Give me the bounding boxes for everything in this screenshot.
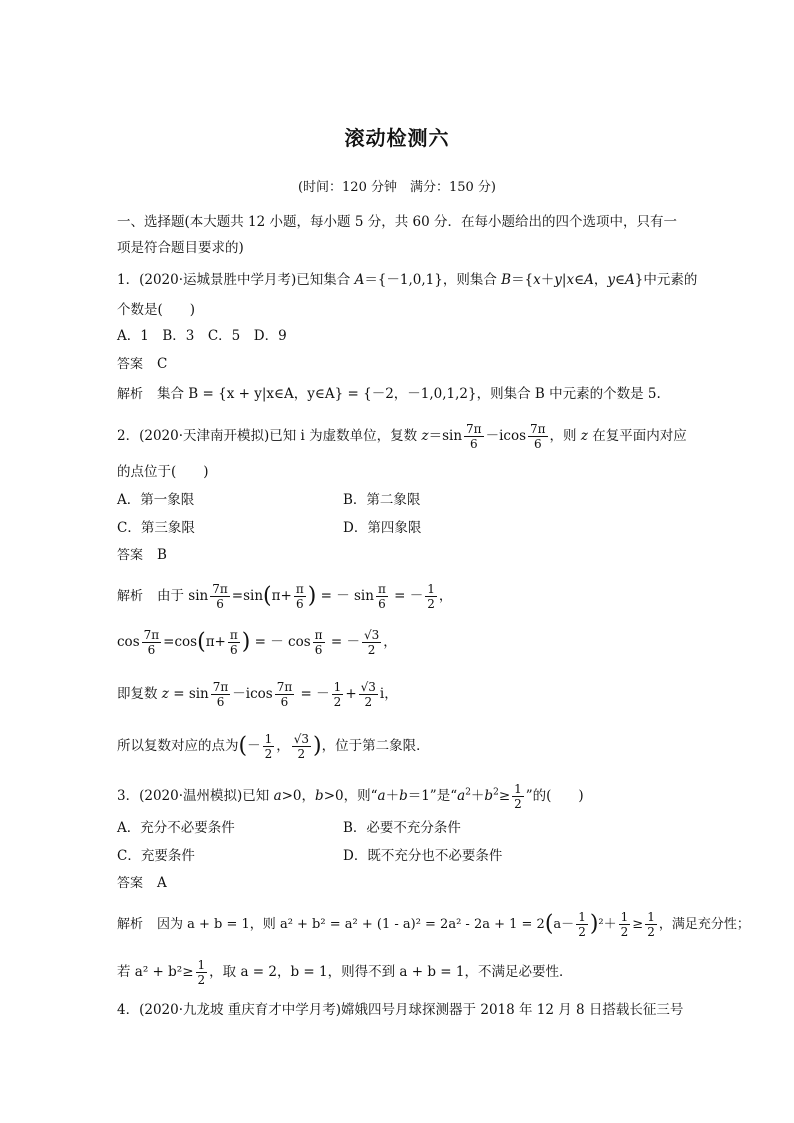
question-3-option-c: C．充要条件: [117, 848, 195, 864]
question-3-answer: 答案 A: [117, 875, 167, 891]
question-2-stem-line2: 的点位于( ): [117, 464, 209, 480]
exam-info: (时间：120 分钟 满分：150 分): [297, 180, 497, 195]
question-2-option-a: A．第一象限: [117, 492, 195, 508]
question-2-analysis-line2: cos $\frac{7\pi}{6}$ =cos(π+ $\frac{\pi}{6}$ ) = － cos $\frac{\pi}{6}$ = － $\frac{√3}{2}$ ，: [117, 628, 397, 657]
question-1-options: A．1 B．3 C．5 D．9: [117, 328, 287, 344]
question-3-analysis-line2: 若 a² + b²≥ $\frac{1}{2}$ ，取 a = 2，b = 1，则得不到 a + b = 1，不满足必要性．: [117, 958, 573, 987]
question-2-option-c: C．第三象限: [117, 520, 195, 536]
question-2-answer: 答案 B: [117, 547, 167, 563]
question-2-analysis-line4: 所以复数对应的点为(－ $\frac{1}{2}$ ， $\frac{√3}{2}$ )，位于第二象限．: [117, 732, 430, 761]
question-2-analysis-line3: 即复数 z = sin $\frac{7\pi}{6}$ －icos $\frac{7\pi}{6}$ = － $\frac{1}{2}$ + $\frac{√3}{2}$ i，: [117, 680, 398, 709]
question-2-option-b: B．第二象限: [343, 492, 421, 508]
question-2-stem: 2．(2020·天津南开模拟)已知 i 为虚数单位，复数 z＝sin $\frac{7\pi}{6}$ －icos $\frac{7\pi}{6}$ ，则 z 在复平面内对应: [117, 422, 687, 451]
section-header-line1: 一、选择题(本大题共 12 小题，每小题 5 分，共 60 分．在每小题给出的四个选项中，只有一: [117, 214, 677, 230]
question-3-option-b: B．必要不充分条件: [343, 820, 461, 836]
question-3-option-a: A．充分不必要条件: [117, 820, 235, 836]
question-1-answer: 答案 C: [117, 356, 168, 372]
question-3-stem: 3．(2020·温州模拟)已知 a>0，b>0，则“a＋b＝1”是“$a^2+b^2\ge$ $\frac{1}{2}$ ”的( ): [117, 782, 584, 811]
question-3-option-d: D．既不充分也不必要条件: [343, 848, 503, 864]
question-1-stem-line2: 个数是( ): [117, 302, 196, 318]
question-2-analysis-line1: 解析 由于 sin $\frac{7\pi}{6}$ =sin(π+ $\frac{\pi}{6}$ ) = － sin $\frac{\pi}{6}$ = － $\frac{1}{2}$ ，: [117, 582, 453, 611]
question-2-option-d: D．第四象限: [343, 520, 422, 536]
page-title: 滚动检测六: [344, 126, 450, 150]
question-1-analysis: 解析 集合 B = {x + y|x∈A，y∈A} = {－2，－1,0,1,2}，则集合 B 中元素的个数是 5.: [117, 386, 661, 402]
question-3-analysis-line1: 解析 因为 a + b = 1，则 a² + b² = a² + (1 - a)² = 2a² - 2a + 1 = 2(a－ $\frac{1}{2}$ )²＋ $\frac{1}{2}$ ≥ $\frac{1}{2}$ ，满足充分性；: [117, 910, 750, 939]
question-1-stem: 1．(2020·运城景胜中学月考)已知集合 A＝{－1,0,1}，则集合 B＝{x＋y|x∈A，y∈A}中元素的: [117, 272, 698, 288]
question-4-stem: 4．(2020·九龙坡 重庆育才中学月考)嫦娥四号月球探测器于 2018 年 12 月 8 日搭载长征三号: [117, 1002, 684, 1018]
section-header-line2: 项是符合题目要求的): [117, 240, 244, 256]
